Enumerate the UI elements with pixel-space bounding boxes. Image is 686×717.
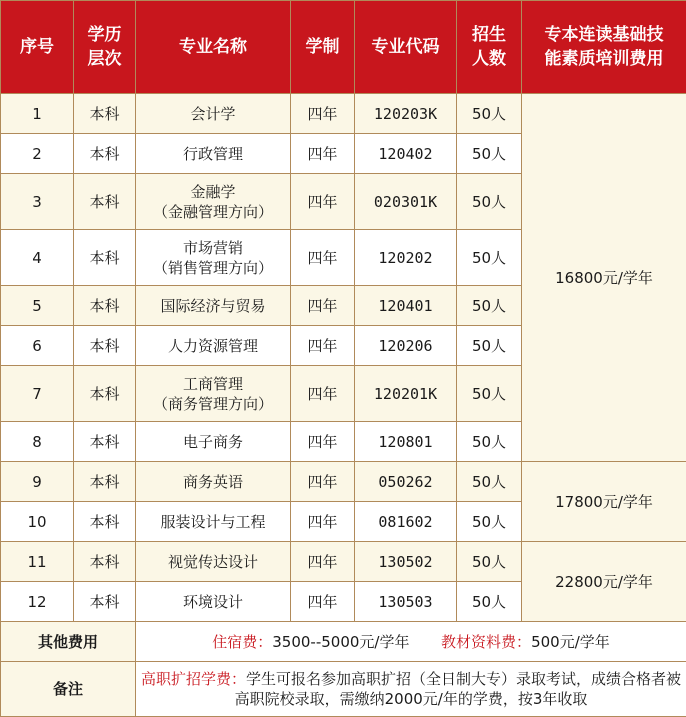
other-fees-text xyxy=(136,622,686,662)
cell-duration: 四年 xyxy=(291,582,355,622)
cell-duration: 四年 xyxy=(291,542,355,582)
cell-seq: 8 xyxy=(1,422,74,462)
cell-level: 本科 xyxy=(74,134,136,174)
cell-duration: 四年 xyxy=(291,326,355,366)
cell-duration: 四年 xyxy=(291,286,355,326)
cell-level: 本科 xyxy=(74,542,136,582)
cell-duration: 四年 xyxy=(291,422,355,462)
header-quota: 招生人数 xyxy=(457,1,522,94)
cell-level: 本科 xyxy=(74,582,136,622)
cell-duration: 四年 xyxy=(291,134,355,174)
cell-code: 020301K xyxy=(355,174,457,230)
cell-code: 120401 xyxy=(355,286,457,326)
header-code: 专业代码 xyxy=(355,1,457,94)
cell-code: 120202 xyxy=(355,230,457,286)
fee-group-3: 22800元/学年 xyxy=(522,542,686,622)
header-row xyxy=(1,1,686,94)
fee-group-1: 16800元/学年 xyxy=(522,94,686,462)
cell-quota: 50人 xyxy=(457,134,522,174)
lodging-value: 3500--5000元/学年 xyxy=(272,633,409,651)
remark-text xyxy=(136,662,686,717)
cell-major: 环境设计 xyxy=(136,582,291,622)
cell-major: 行政管理 xyxy=(136,134,291,174)
fee-group-2: 17800元/学年 xyxy=(522,462,686,542)
cell-seq: 7 xyxy=(1,366,74,422)
cell-level: 本科 xyxy=(74,286,136,326)
table-row xyxy=(1,542,686,582)
cell-seq: 10 xyxy=(1,502,74,542)
cell-code: 050262 xyxy=(355,462,457,502)
header-level: 学历层次 xyxy=(74,1,136,94)
cell-seq: 3 xyxy=(1,174,74,230)
cell-level: 本科 xyxy=(74,502,136,542)
cell-level: 本科 xyxy=(74,366,136,422)
cell-quota: 50人 xyxy=(457,502,522,542)
header-seq: 序号 xyxy=(1,1,74,94)
cell-code: 130503 xyxy=(355,582,457,622)
cell-major: 工商管理 （商务管理方向） xyxy=(136,366,291,422)
header-major: 专业名称 xyxy=(136,1,291,94)
cell-code: 120402 xyxy=(355,134,457,174)
header-fee: 专本连读基础技能素质培训费用 xyxy=(522,1,686,94)
cell-major: 商务英语 xyxy=(136,462,291,502)
cell-quota: 50人 xyxy=(457,326,522,366)
cell-code: 081602 xyxy=(355,502,457,542)
cell-seq: 6 xyxy=(1,326,74,366)
cell-major: 国际经济与贸易 xyxy=(136,286,291,326)
cell-major: 电子商务 xyxy=(136,422,291,462)
cell-major: 视觉传达设计 xyxy=(136,542,291,582)
header-duration: 学制 xyxy=(291,1,355,94)
remark-body: 学生可报名参加高职扩招（全日制大专）录取考试，成绩合格者被高职院校录取，需缴纳2000元/年的学费，按3年收取 xyxy=(235,670,681,708)
table-row xyxy=(1,94,686,134)
other-fees-row xyxy=(1,622,686,662)
cell-quota: 50人 xyxy=(457,174,522,230)
remark-row xyxy=(1,662,686,717)
cell-seq: 11 xyxy=(1,542,74,582)
cell-duration: 四年 xyxy=(291,230,355,286)
cell-level: 本科 xyxy=(74,326,136,366)
other-fees-label: 其他费用 xyxy=(1,622,136,662)
remark-label: 备注 xyxy=(1,662,136,717)
cell-level: 本科 xyxy=(74,422,136,462)
books-label: 教材资料费： xyxy=(441,633,531,651)
lodging-label: 住宿费： xyxy=(212,633,272,651)
cell-level: 本科 xyxy=(74,174,136,230)
cell-duration: 四年 xyxy=(291,366,355,422)
cell-code: 120203K xyxy=(355,94,457,134)
cell-quota: 50人 xyxy=(457,582,522,622)
cell-seq: 4 xyxy=(1,230,74,286)
cell-seq: 1 xyxy=(1,94,74,134)
cell-code: 120206 xyxy=(355,326,457,366)
cell-quota: 50人 xyxy=(457,286,522,326)
cell-code: 120801 xyxy=(355,422,457,462)
cell-major: 市场营销 （销售管理方向） xyxy=(136,230,291,286)
books-value: 500元/学年 xyxy=(531,633,610,651)
cell-major: 金融学 （金融管理方向） xyxy=(136,174,291,230)
cell-duration: 四年 xyxy=(291,94,355,134)
cell-quota: 50人 xyxy=(457,542,522,582)
table-row xyxy=(1,462,686,502)
cell-duration: 四年 xyxy=(291,502,355,542)
cell-major: 会计学 xyxy=(136,94,291,134)
cell-duration: 四年 xyxy=(291,174,355,230)
cell-seq: 12 xyxy=(1,582,74,622)
cell-quota: 50人 xyxy=(457,462,522,502)
cell-quota: 50人 xyxy=(457,366,522,422)
cell-level: 本科 xyxy=(74,462,136,502)
remark-title: 高职扩招学费： xyxy=(141,670,246,688)
cell-seq: 9 xyxy=(1,462,74,502)
cell-seq: 5 xyxy=(1,286,74,326)
cell-level: 本科 xyxy=(74,94,136,134)
cell-code: 120201K xyxy=(355,366,457,422)
cell-quota: 50人 xyxy=(457,94,522,134)
cell-code: 130502 xyxy=(355,542,457,582)
cell-major: 服装设计与工程 xyxy=(136,502,291,542)
cell-seq: 2 xyxy=(1,134,74,174)
cell-duration: 四年 xyxy=(291,462,355,502)
cell-major: 人力资源管理 xyxy=(136,326,291,366)
cell-quota: 50人 xyxy=(457,230,522,286)
cell-quota: 50人 xyxy=(457,422,522,462)
cell-level: 本科 xyxy=(74,230,136,286)
